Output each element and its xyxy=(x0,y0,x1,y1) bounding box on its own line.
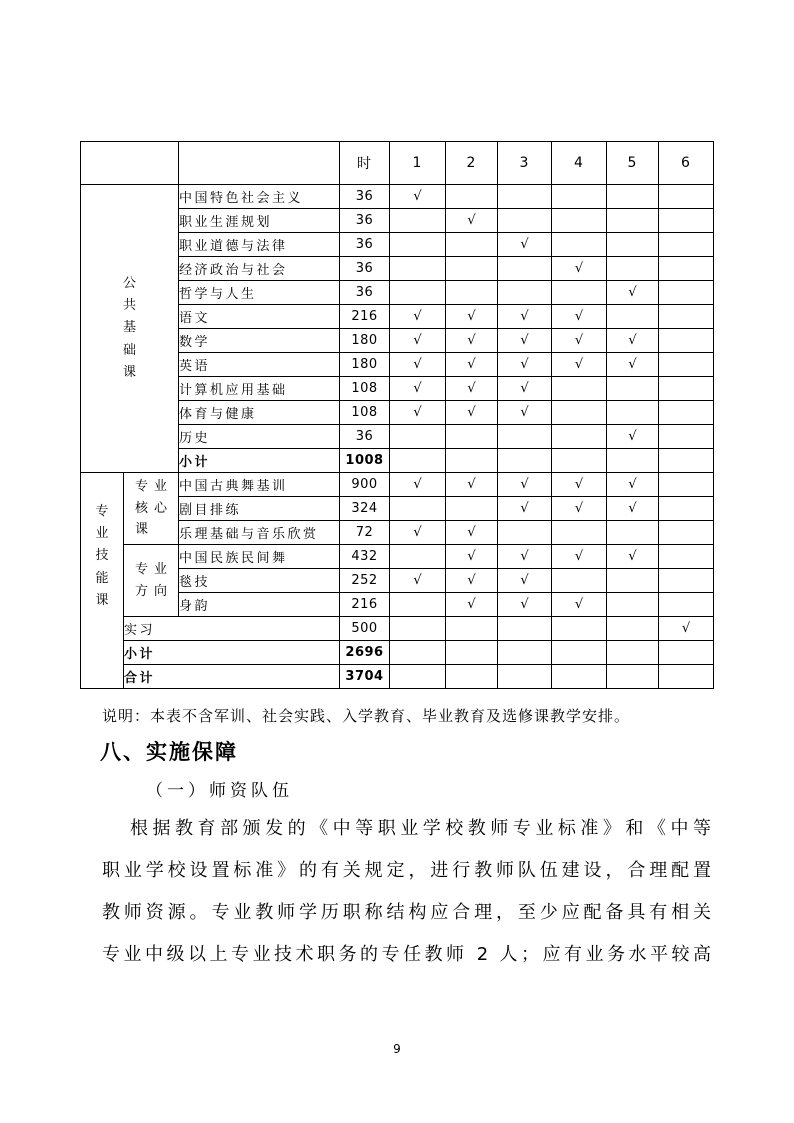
semester-empty-cell xyxy=(552,425,607,449)
course-name-cell: 身韵 xyxy=(179,593,340,617)
semester-empty-cell xyxy=(659,353,714,377)
semester-empty-cell xyxy=(552,401,607,425)
semester-empty-cell xyxy=(607,593,659,617)
semester-empty-cell xyxy=(607,257,659,281)
check-mark: √ xyxy=(446,209,498,233)
check-mark: √ xyxy=(607,497,659,521)
semester-empty-cell xyxy=(498,281,552,305)
semester-empty-cell xyxy=(659,185,714,209)
semester-empty-cell xyxy=(390,257,446,281)
check-mark: √ xyxy=(390,185,446,209)
course-hours-cell: 180 xyxy=(340,329,390,353)
curriculum-table xyxy=(80,141,714,689)
check-mark: √ xyxy=(498,593,552,617)
semester-empty-cell xyxy=(659,233,714,257)
course-hours-cell: 36 xyxy=(340,209,390,233)
semester-empty-cell xyxy=(446,449,498,473)
table-note: 说明：本表不含军训、社会实践、入学教育、毕业教育及选修课教学安排。 xyxy=(102,707,631,725)
check-mark: √ xyxy=(498,305,552,329)
course-name-cell: 数学 xyxy=(179,329,340,353)
hours-header: 时 xyxy=(340,142,390,185)
semester-empty-cell xyxy=(498,209,552,233)
semester-empty-cell xyxy=(552,521,607,545)
course-hours-cell: 432 xyxy=(340,545,390,569)
semester-empty-cell xyxy=(659,449,714,473)
semester-empty-cell xyxy=(498,665,552,689)
semester-empty-cell xyxy=(390,449,446,473)
semester-empty-cell xyxy=(607,641,659,665)
semester-header-3: 3 xyxy=(498,142,552,185)
semester-empty-cell xyxy=(659,521,714,545)
course-name-cell: 体育与健康 xyxy=(179,401,340,425)
course-name-cell: 毯技 xyxy=(179,569,340,593)
check-mark: √ xyxy=(446,353,498,377)
course-name-cell: 历史 xyxy=(179,425,340,449)
semester-empty-cell xyxy=(552,569,607,593)
semester-empty-cell xyxy=(446,185,498,209)
check-mark: √ xyxy=(552,545,607,569)
check-mark: √ xyxy=(498,353,552,377)
semester-empty-cell xyxy=(552,665,607,689)
check-mark: √ xyxy=(659,617,714,641)
check-mark: √ xyxy=(498,569,552,593)
table-row xyxy=(81,545,714,569)
body-paragraph xyxy=(102,808,713,976)
course-name-cell: 实习 xyxy=(124,617,340,641)
check-mark: √ xyxy=(607,425,659,449)
check-mark: √ xyxy=(552,305,607,329)
check-mark: √ xyxy=(498,497,552,521)
check-mark: √ xyxy=(390,329,446,353)
semester-empty-cell xyxy=(607,209,659,233)
course-name-cell: 职业道德与法律 xyxy=(179,233,340,257)
semester-empty-cell xyxy=(552,377,607,401)
group-direction-label-text: 专业方向 xyxy=(135,562,167,599)
semester-header-1: 1 xyxy=(390,142,446,185)
semester-empty-cell xyxy=(607,401,659,425)
check-mark: √ xyxy=(607,281,659,305)
semester-empty-cell xyxy=(607,617,659,641)
check-mark: √ xyxy=(552,497,607,521)
course-hours-cell: 36 xyxy=(340,281,390,305)
section-heading: 八、实施保障 xyxy=(100,740,238,764)
paragraph-line: 教师资源。专业教师学历职称结构应合理，至少应配备具有相关 xyxy=(102,902,713,923)
semester-header-6: 6 xyxy=(659,142,714,185)
paragraph-line: 职业学校设置标准》的有关规定，进行教师队伍建设，合理配置 xyxy=(102,860,713,881)
check-mark: √ xyxy=(552,593,607,617)
semester-empty-cell xyxy=(659,665,714,689)
check-mark: √ xyxy=(390,473,446,497)
semester-empty-cell xyxy=(446,281,498,305)
semester-empty-cell xyxy=(607,233,659,257)
sub-heading: （一）师资队伍 xyxy=(146,781,293,801)
semester-empty-cell xyxy=(498,521,552,545)
course-name-cell: 小计 xyxy=(179,449,340,473)
course-name-cell: 中国民族民间舞 xyxy=(179,545,340,569)
group-direction-label xyxy=(124,545,179,617)
check-mark: √ xyxy=(446,521,498,545)
semester-empty-cell xyxy=(446,497,498,521)
semester-header-4: 4 xyxy=(552,142,607,185)
check-mark: √ xyxy=(552,473,607,497)
semester-empty-cell xyxy=(552,281,607,305)
course-hours-cell: 252 xyxy=(340,569,390,593)
semester-empty-cell xyxy=(552,233,607,257)
table-row xyxy=(81,473,714,497)
semester-empty-cell xyxy=(607,185,659,209)
semester-empty-cell xyxy=(659,497,714,521)
check-mark: √ xyxy=(498,377,552,401)
check-mark: √ xyxy=(446,473,498,497)
semester-empty-cell xyxy=(390,425,446,449)
check-mark: √ xyxy=(498,473,552,497)
course-hours-cell: 900 xyxy=(340,473,390,497)
semester-empty-cell xyxy=(607,449,659,473)
course-name-cell: 职业生涯规划 xyxy=(179,209,340,233)
course-hours-cell: 36 xyxy=(340,257,390,281)
course-hours-cell: 1008 xyxy=(340,449,390,473)
table-row xyxy=(81,665,714,689)
semester-empty-cell xyxy=(659,593,714,617)
semester-empty-cell xyxy=(498,641,552,665)
course-name-cell: 乐理基础与音乐欣赏 xyxy=(179,521,340,545)
check-mark: √ xyxy=(446,377,498,401)
semester-empty-cell xyxy=(659,473,714,497)
group-public-label xyxy=(81,185,179,473)
semester-empty-cell xyxy=(607,521,659,545)
course-hours-cell: 3704 xyxy=(340,665,390,689)
course-hours-cell: 108 xyxy=(340,377,390,401)
check-mark: √ xyxy=(607,545,659,569)
semester-empty-cell xyxy=(659,257,714,281)
check-mark: √ xyxy=(390,353,446,377)
semester-empty-cell xyxy=(659,401,714,425)
group-professional-label xyxy=(81,473,124,689)
course-hours-cell: 36 xyxy=(340,185,390,209)
semester-empty-cell xyxy=(552,185,607,209)
check-mark: √ xyxy=(446,569,498,593)
course-hours-cell: 500 xyxy=(340,617,390,641)
table-row xyxy=(81,641,714,665)
semester-empty-cell xyxy=(552,641,607,665)
semester-empty-cell xyxy=(659,545,714,569)
semester-empty-cell xyxy=(446,641,498,665)
check-mark: √ xyxy=(446,401,498,425)
check-mark: √ xyxy=(552,353,607,377)
course-hours-cell: 108 xyxy=(340,401,390,425)
course-hours-cell: 216 xyxy=(340,305,390,329)
course-name-cell: 合计 xyxy=(124,665,340,689)
course-name-cell: 语文 xyxy=(179,305,340,329)
semester-empty-cell xyxy=(659,209,714,233)
group-core-label xyxy=(124,473,179,545)
semester-empty-cell xyxy=(659,425,714,449)
semester-empty-cell xyxy=(607,569,659,593)
semester-empty-cell xyxy=(446,257,498,281)
semester-empty-cell xyxy=(390,641,446,665)
semester-empty-cell xyxy=(498,185,552,209)
course-name-cell: 中国古典舞基训 xyxy=(179,473,340,497)
check-mark: √ xyxy=(390,305,446,329)
check-mark: √ xyxy=(498,545,552,569)
table-row xyxy=(81,185,714,209)
semester-header-2: 2 xyxy=(446,142,498,185)
check-mark: √ xyxy=(446,593,498,617)
course-name-cell: 哲学与人生 xyxy=(179,281,340,305)
paragraph-line: 专业中级以上专业技术职务的专任教师 2 人；应有业务水平较高 xyxy=(102,944,713,965)
semester-empty-cell xyxy=(390,617,446,641)
group-professional-label-text: 专业技能课 xyxy=(95,504,109,608)
check-mark: √ xyxy=(446,329,498,353)
check-mark: √ xyxy=(498,329,552,353)
check-mark: √ xyxy=(446,305,498,329)
semester-empty-cell xyxy=(659,377,714,401)
course-name-cell: 计算机应用基础 xyxy=(179,377,340,401)
semester-empty-cell xyxy=(607,665,659,689)
semester-empty-cell xyxy=(390,665,446,689)
page-number: 9 xyxy=(393,1042,401,1056)
semester-empty-cell xyxy=(659,329,714,353)
check-mark: √ xyxy=(498,233,552,257)
semester-empty-cell xyxy=(498,257,552,281)
course-name-cell: 中国特色社会主义 xyxy=(179,185,340,209)
semester-empty-cell xyxy=(659,569,714,593)
check-mark: √ xyxy=(552,257,607,281)
semester-empty-cell xyxy=(390,233,446,257)
check-mark: √ xyxy=(390,377,446,401)
check-mark: √ xyxy=(552,329,607,353)
semester-empty-cell xyxy=(498,425,552,449)
check-mark: √ xyxy=(607,329,659,353)
semester-empty-cell xyxy=(552,617,607,641)
check-mark: √ xyxy=(390,401,446,425)
corner-cell-course xyxy=(179,142,340,185)
semester-empty-cell xyxy=(498,617,552,641)
semester-empty-cell xyxy=(552,209,607,233)
course-name-cell: 剧目排练 xyxy=(179,497,340,521)
semester-empty-cell xyxy=(446,665,498,689)
semester-empty-cell xyxy=(390,545,446,569)
check-mark: √ xyxy=(446,545,498,569)
group-public-label-text: 公共基础课 xyxy=(122,276,136,380)
semester-empty-cell xyxy=(390,497,446,521)
semester-empty-cell xyxy=(390,209,446,233)
semester-empty-cell xyxy=(659,281,714,305)
semester-header-5: 5 xyxy=(607,142,659,185)
semester-empty-cell xyxy=(446,233,498,257)
check-mark: √ xyxy=(390,521,446,545)
table-header-row xyxy=(81,142,714,185)
check-mark: √ xyxy=(607,353,659,377)
paragraph-line: 根据教育部颁发的《中等职业学校教师专业标准》和《中等 xyxy=(130,818,713,839)
course-hours-cell: 216 xyxy=(340,593,390,617)
corner-cell-groups xyxy=(81,142,179,185)
semester-empty-cell xyxy=(390,281,446,305)
table-row xyxy=(81,617,714,641)
course-hours-cell: 36 xyxy=(340,233,390,257)
semester-empty-cell xyxy=(446,617,498,641)
check-mark: √ xyxy=(498,401,552,425)
semester-empty-cell xyxy=(498,449,552,473)
course-hours-cell: 180 xyxy=(340,353,390,377)
course-hours-cell: 324 xyxy=(340,497,390,521)
course-name-cell: 英语 xyxy=(179,353,340,377)
course-name-cell: 经济政治与社会 xyxy=(179,257,340,281)
semester-empty-cell xyxy=(659,305,714,329)
course-hours-cell: 72 xyxy=(340,521,390,545)
course-hours-cell: 36 xyxy=(340,425,390,449)
semester-empty-cell xyxy=(659,641,714,665)
course-hours-cell: 2696 xyxy=(340,641,390,665)
semester-empty-cell xyxy=(607,305,659,329)
semester-empty-cell xyxy=(552,449,607,473)
course-name-cell: 小计 xyxy=(124,641,340,665)
check-mark: √ xyxy=(390,569,446,593)
group-core-label-text: 专业核心课 xyxy=(135,479,167,538)
semester-empty-cell xyxy=(607,377,659,401)
semester-empty-cell xyxy=(390,593,446,617)
check-mark: √ xyxy=(607,473,659,497)
semester-empty-cell xyxy=(446,425,498,449)
